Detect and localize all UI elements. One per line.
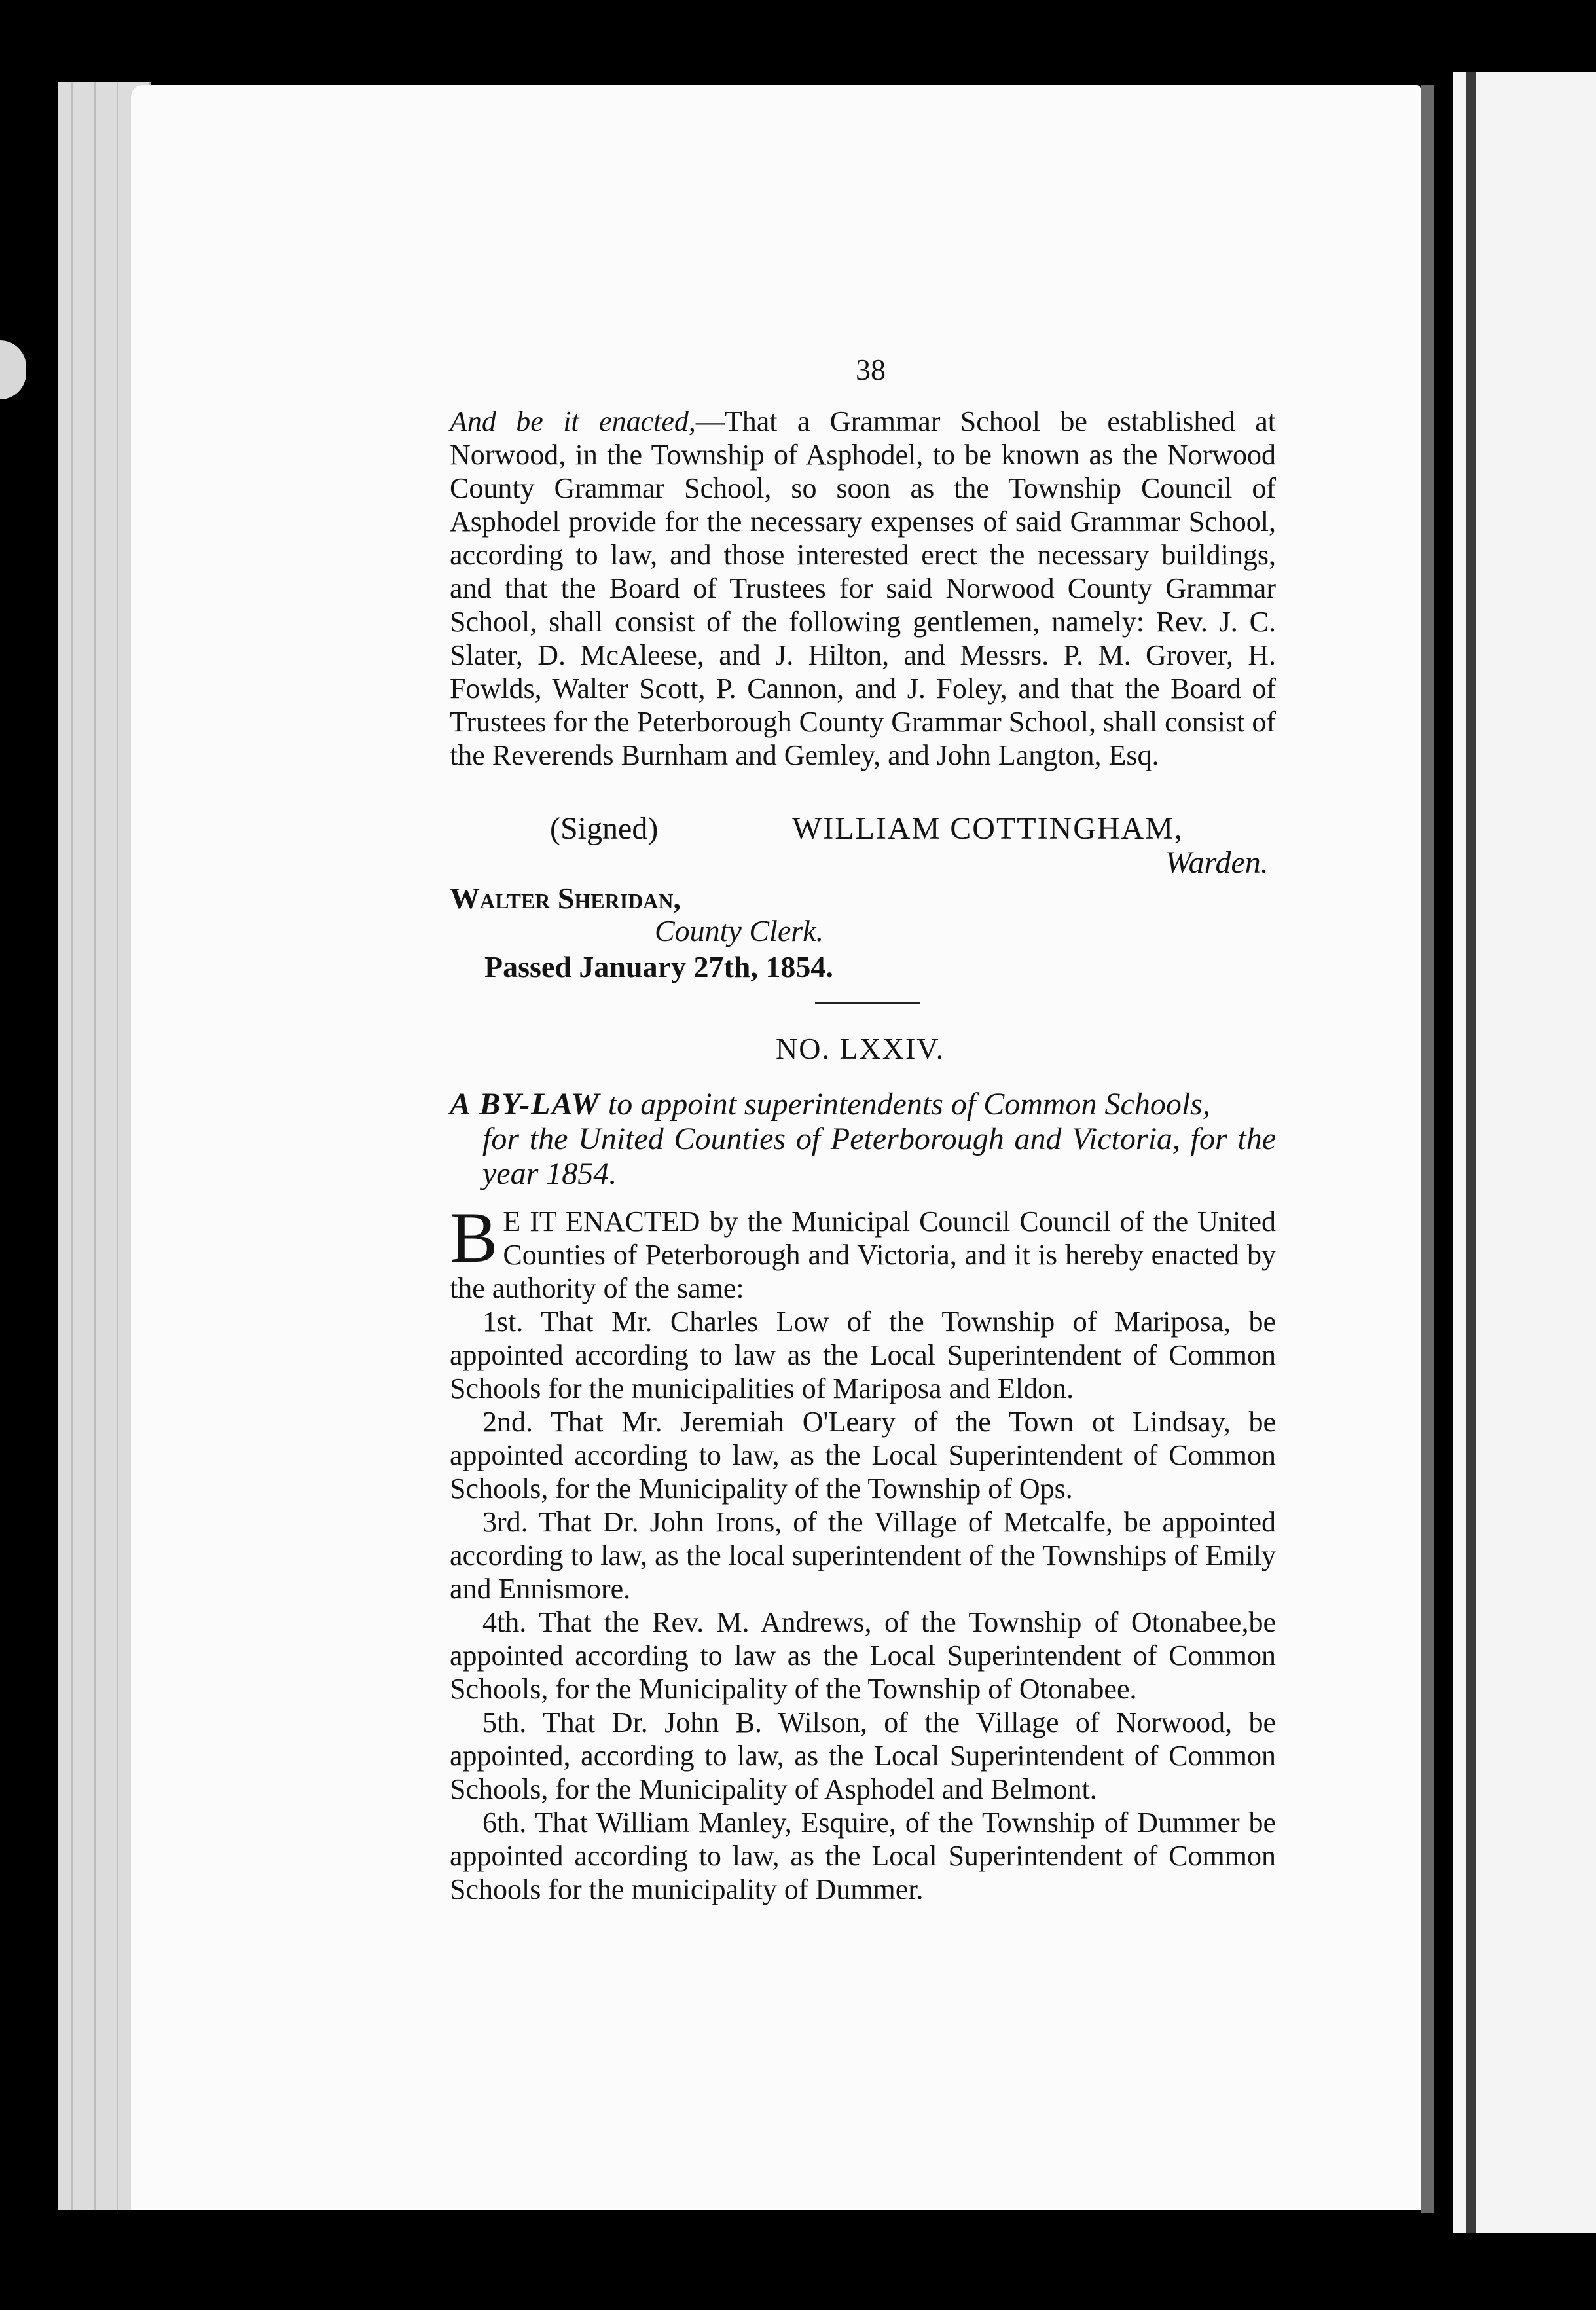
- bylaw-title: [450, 1087, 1276, 1191]
- appointment-item: 6th. That William Manley, Esquire, of the Township of Dummer be appointed according to law, as the Local Superintendent of Common Schools for the municipality of Dummer.: [450, 1806, 1276, 1905]
- signed-label: (Signed): [550, 811, 659, 846]
- clerk-title: County Clerk.: [655, 914, 824, 947]
- section-divider: [815, 1002, 920, 1004]
- appointment-item: 2nd. That Mr. Jeremiah O'Leary of the Town ot Lindsay, be appointed according to law, as the Local Superintendent of Common Schools, for the Municipality of the Township of Ops.: [450, 1406, 1276, 1505]
- gutter-shadow: [1421, 85, 1434, 2213]
- appointment-item: 4th. That the Rev. M. Andrews, of the Township of Otonabee,be appointed according to law as the Local Superintendent of Common Schools, for the Municipality of the Township of Otonabee.: [450, 1606, 1276, 1705]
- appointment-item: 5th. That Dr. John B. Wilson, of the Village of Norwood, be appointed, according to law, as the Local Superintendent of Common Schools, for the Municipality of Asphodel and Belmont.: [450, 1706, 1276, 1805]
- page-edge-line: [94, 82, 96, 2210]
- bylaw-number: NO. LXXIV.: [776, 1032, 945, 1065]
- enactment-paragraph: [450, 405, 1276, 772]
- signatory-name: WILLIAM COTTINGHAM,: [792, 811, 1184, 846]
- passed-date: Passed January 27th, 1854.: [484, 950, 833, 983]
- page-edge-line: [117, 82, 118, 2210]
- appointment-item: 1st. That Mr. Charles Low of the Township of Mariposa, be appointed according to law as the Local Superintendent of Common Schools for the municipalities of Mariposa and Eldon.: [450, 1306, 1276, 1404]
- bylaw-body: [450, 1198, 1276, 1906]
- bylaw-title-first-text: to appoint superintendents of Common Schools,: [600, 1087, 1210, 1122]
- page-edge-line: [71, 82, 73, 2210]
- bylaw-title-rest: for the United Counties of Peterborough and Victoria, for the year 1854.: [482, 1122, 1276, 1191]
- appointment-item: 3rd. That Dr. John Irons, of the Village of Metcalfe, be appointed according to law, as the local superintendent of the Townships of Emily and Ennismore.: [450, 1506, 1276, 1605]
- bylaw-label: A BY-LAW: [450, 1087, 600, 1122]
- enacting-clause: BE IT ENACTED by the Municipal Council Council of the United Counties of Peterborough and Victoria, and it is hereby enacted by the authority of the same:: [450, 1198, 1276, 1304]
- page-number: 38: [856, 353, 886, 386]
- bylaw-title-first-line: [450, 1087, 1276, 1122]
- scan-edge-artifact: [0, 340, 26, 399]
- enactment-lead: And be it enacted,: [450, 405, 696, 437]
- clerk-name: Walter Sheridan,: [450, 881, 681, 915]
- signatory-title: Warden.: [1165, 845, 1269, 880]
- enactment-text: —That a Grammar School be established at Norwood, in the Township of Asphodel, to be known as the Norwood County Grammar School, so soon as the Township Council of Asphodel provide for the necessary expenses of said Grammar School, according to law, and those interested erect the necessary buildings, and that the Board of Trustees for said Norwood County Grammar School, shall consist of the following gentlemen, namely: Rev. J. C. Slater, D. McAleese, and J. Hilton, and Messrs. P. M. Grover, H. Fowlds, Walter Scott, P. Cannon, and J. Foley, and that the Board of Trustees for the Peterborough County Grammar School, shall consist of the Reverends Burnham and Gemley, and John Langton, Esq.: [450, 405, 1276, 771]
- next-page-edge: [1453, 72, 1596, 2233]
- page-edge-line: [1466, 72, 1476, 2233]
